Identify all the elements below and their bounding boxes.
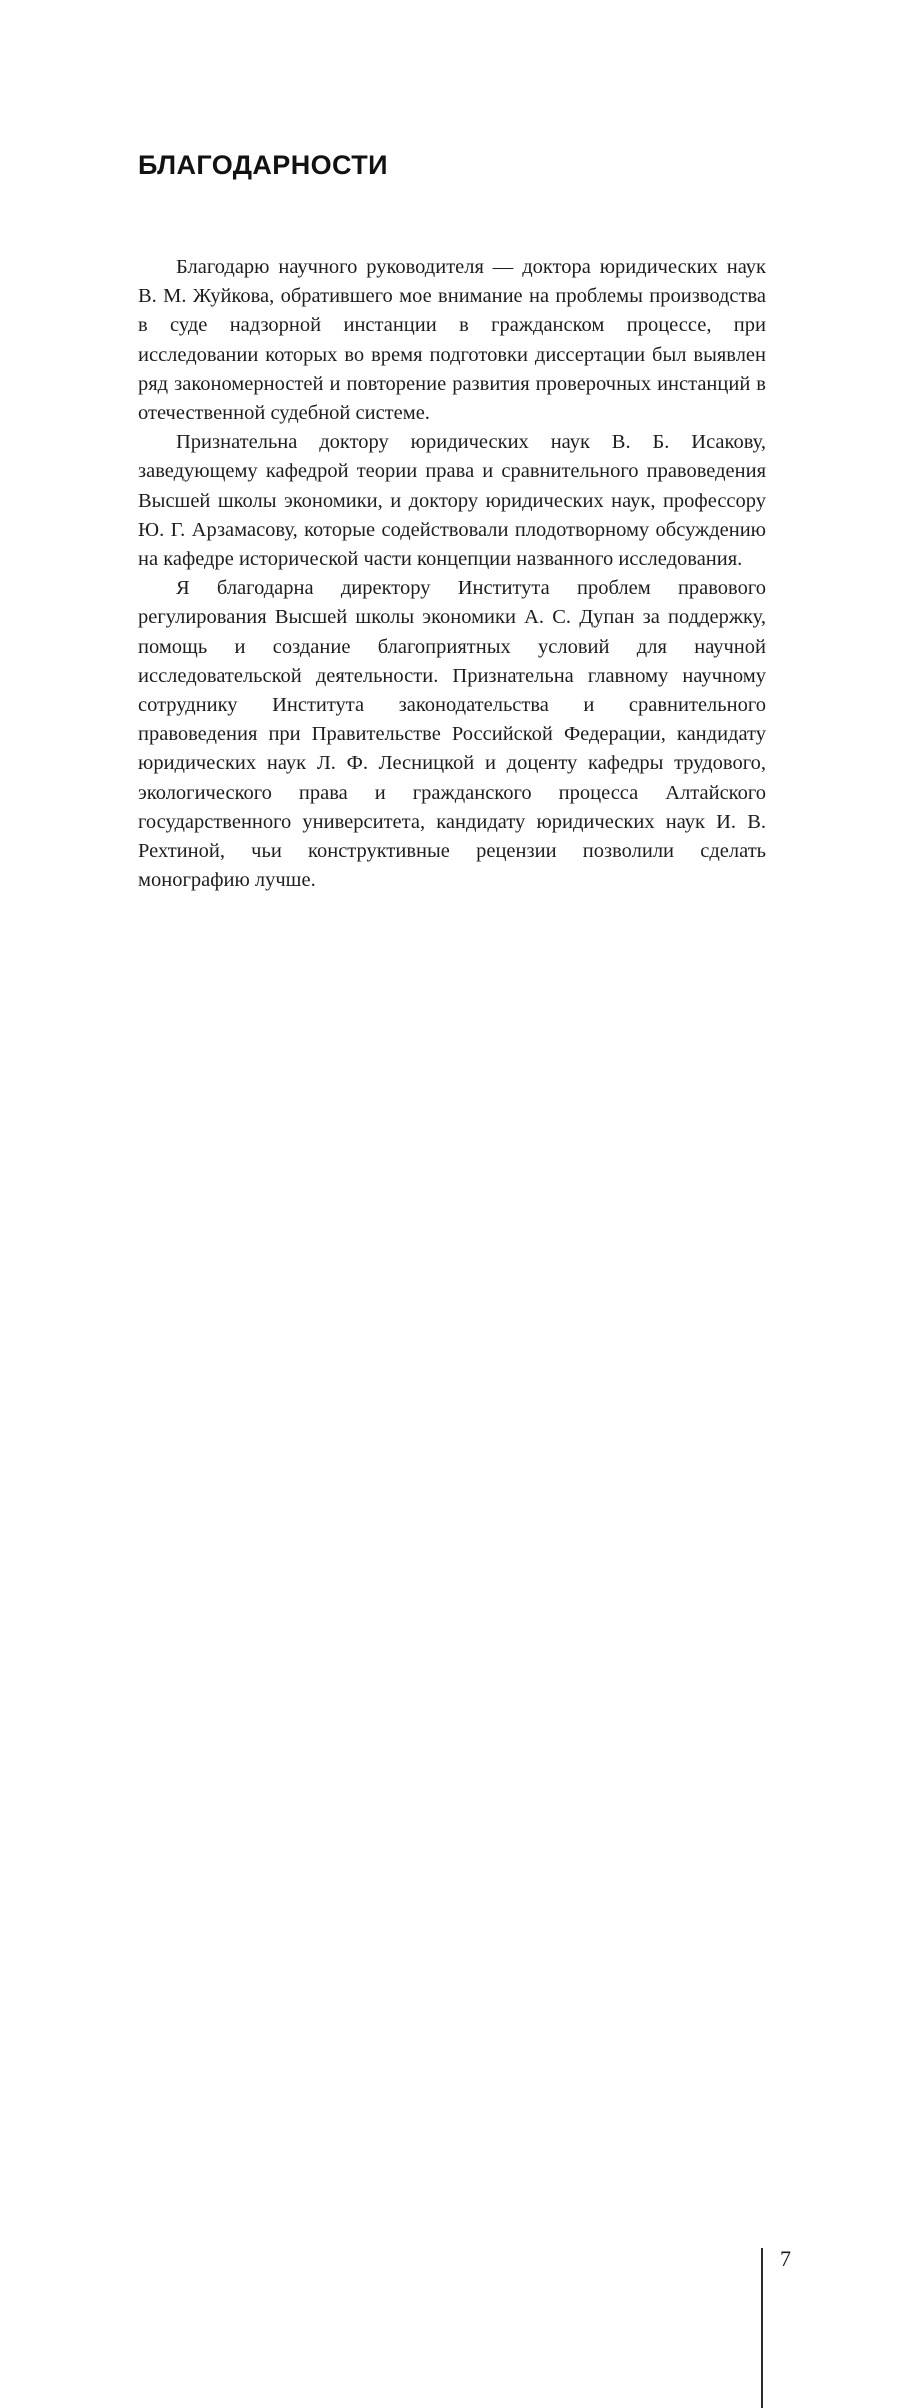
page-content — [138, 0, 766, 895]
page-number-divider — [761, 2248, 763, 2408]
paragraph-3: Я благодарна директору Института проблем правового регулирования Высшей школы экономики А. С. Дупан за поддержку, помощь и создание благоприятных условий для научной исследовательской деятельности. Признательна главному научному сотруднику Института законодательства и сравнительного правоведения при Правительстве Российской Федерации, кандидату юридических наук Л. Ф. Лесницкой и доценту кафедры трудового, экологического права и гражданского процесса Алтайского государственного университета, кандидату юридических наук И. В. Рехтиной, чьи конструктивные рецензии позволили сделать монографию лучше. — [138, 577, 766, 892]
paragraph-2: Признательна доктору юридических наук В. Б. Исакову, заведующему кафедрой теории права и сравнительного правоведения Высшей школы экономики, и доктору юридических наук, профессору Ю. Г. Арзамасову, которые содействовали плодотворному обсуждению на кафедре исторической части концепции названного исследования. — [138, 431, 766, 571]
body-text — [138, 253, 766, 895]
page-title: БЛАГОДАРНОСТИ — [138, 150, 388, 180]
page-footer — [0, 1120, 904, 2271]
page-number: 7 — [780, 2246, 791, 2271]
paragraph-1: Благодарю научного руководителя — доктора юридических наук В. М. Жуйкова, обратившего мое внимание на проблемы производства в суде надзорной инстанции в гражданском процессе, при исследовании которых во время подготовки диссертации был выявлен ряд закономерностей и повторение развития проверочных инстанций в отечественной судебной системе. — [138, 256, 766, 425]
